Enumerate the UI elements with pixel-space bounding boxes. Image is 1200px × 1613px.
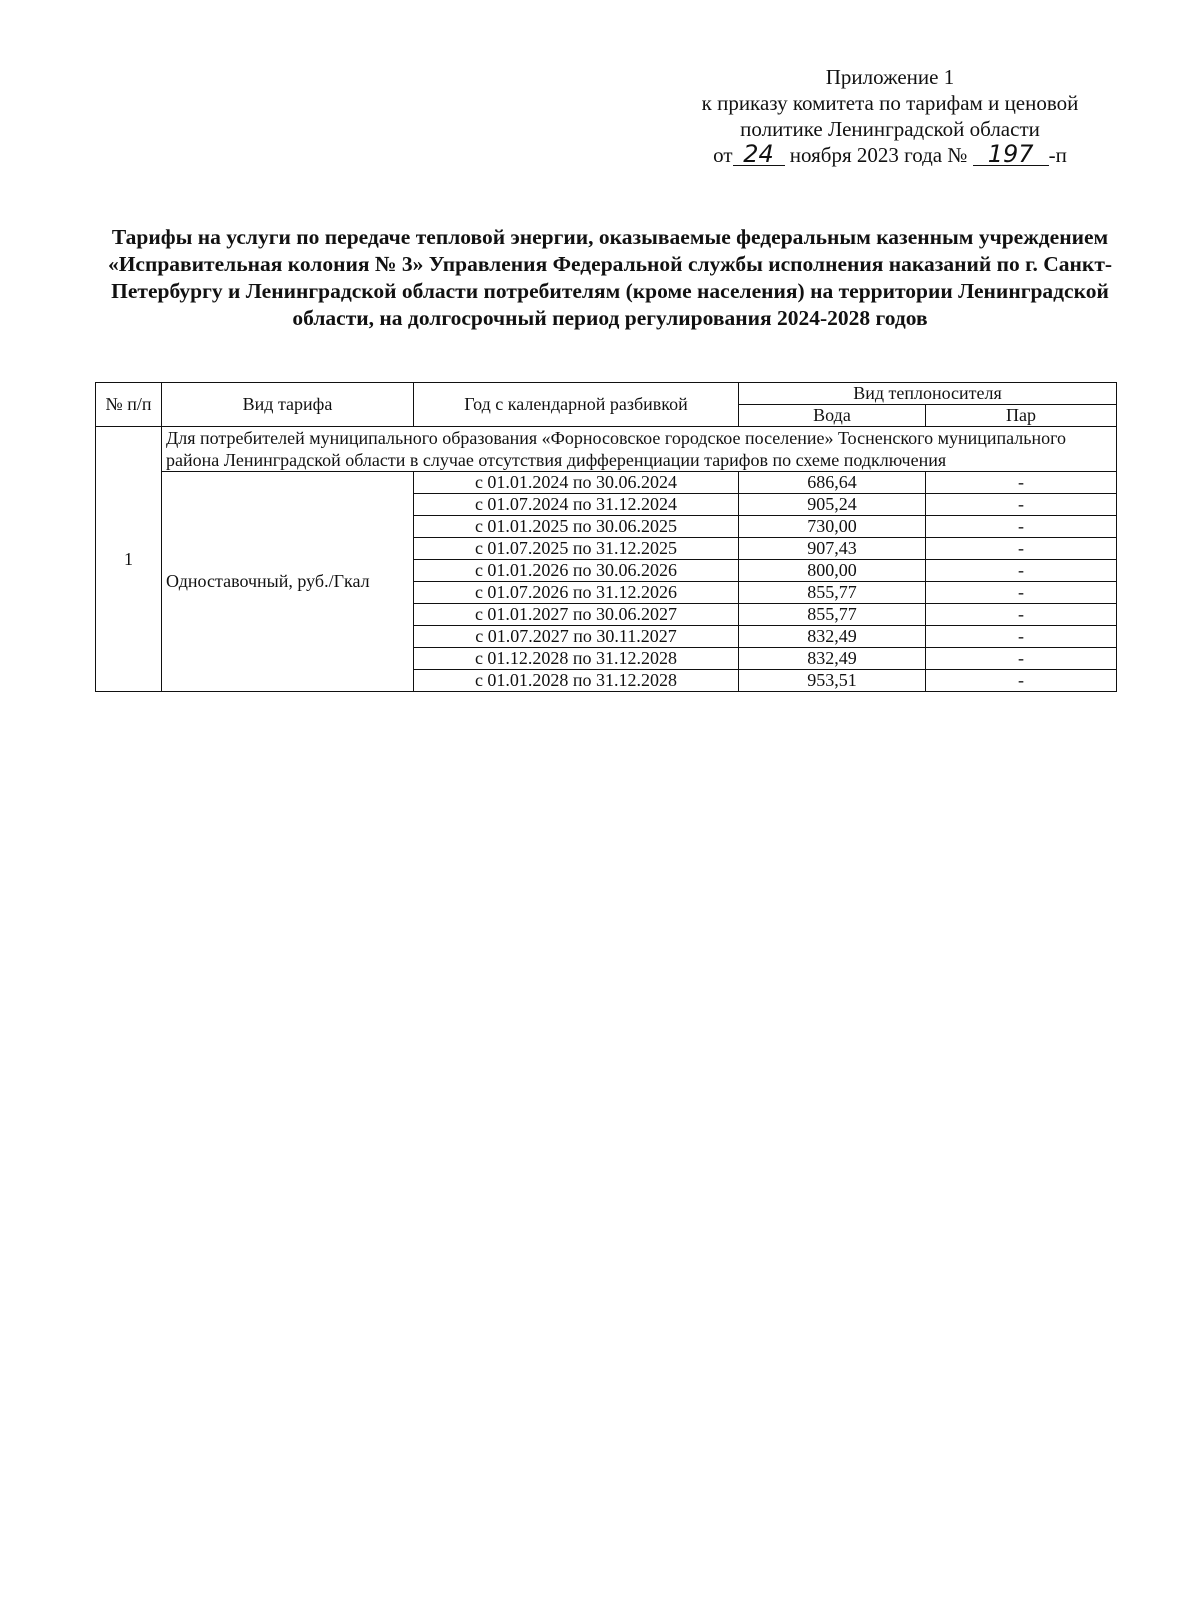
steam-tariff-cell: - <box>926 626 1117 648</box>
steam-tariff-cell: - <box>926 560 1117 582</box>
water-tariff-cell: 907,43 <box>739 538 926 560</box>
appendix-header <box>660 64 1120 168</box>
water-tariff-cell: 800,00 <box>739 560 926 582</box>
steam-tariff-cell: - <box>926 582 1117 604</box>
header-kind: Вид тарифа <box>162 383 414 427</box>
document-title: Тарифы на услуги по передаче тепловой энергии, оказываемые федеральным казенным учреждением «Исправительная колония № 3» Управления Федеральной службы исполнения наказаний по г. Санкт-Петербургу и Ленинградской области потребителям (кроме населения) на территории Ленинградской области, на долгосрочный период регулирования 2024-2028 годов <box>107 225 1113 330</box>
period-cell: с 01.07.2026 по 31.12.2026 <box>414 582 739 604</box>
handwritten-order-number: 197 <box>973 143 1049 166</box>
period-cell: с 01.01.2027 по 30.06.2027 <box>414 604 739 626</box>
water-tariff-cell: 855,77 <box>739 582 926 604</box>
handwritten-day: 24 <box>733 143 785 166</box>
header-carrier: Вид теплоносителя <box>739 383 1117 405</box>
steam-tariff-cell: - <box>926 670 1117 692</box>
appendix-committee: политике Ленинградской области <box>740 117 1040 141</box>
appendix-label: Приложение 1 <box>825 65 955 89</box>
water-tariff-cell: 730,00 <box>739 516 926 538</box>
appendix-date-line <box>660 142 1120 168</box>
header-period: Год с календарной разбивкой <box>414 383 739 427</box>
header-row <box>96 383 1117 405</box>
steam-tariff-cell: - <box>926 516 1117 538</box>
water-tariff-cell: 905,24 <box>739 494 926 516</box>
period-cell: с 01.01.2024 по 30.06.2024 <box>414 472 739 494</box>
water-tariff-cell: 686,64 <box>739 472 926 494</box>
header-steam: Пар <box>926 405 1117 427</box>
period-cell: с 01.01.2025 по 30.06.2025 <box>414 516 739 538</box>
water-tariff-cell: 855,77 <box>739 604 926 626</box>
group-row <box>96 427 1117 472</box>
water-tariff-cell: 832,49 <box>739 648 926 670</box>
period-cell: с 01.07.2025 по 31.12.2025 <box>414 538 739 560</box>
group-number: 1 <box>96 427 162 692</box>
order-suffix: -п <box>1048 143 1067 167</box>
header-water: Вода <box>739 405 926 427</box>
steam-tariff-cell: - <box>926 648 1117 670</box>
tariff-kind: Одноставочный, руб./Гкал <box>162 472 414 692</box>
steam-tariff-cell: - <box>926 604 1117 626</box>
tariff-table <box>95 382 1117 692</box>
period-cell: с 01.01.2026 по 30.06.2026 <box>414 560 739 582</box>
date-middle: ноября 2023 года № <box>789 143 968 167</box>
steam-tariff-cell: - <box>926 494 1117 516</box>
steam-tariff-cell: - <box>926 538 1117 560</box>
date-prefix: от <box>713 143 733 167</box>
period-cell: с 01.12.2028 по 31.12.2028 <box>414 648 739 670</box>
appendix-order-ref: к приказу комитета по тарифам и ценовой <box>701 91 1079 115</box>
period-cell: с 01.07.2027 по 30.11.2027 <box>414 626 739 648</box>
water-tariff-cell: 953,51 <box>739 670 926 692</box>
period-cell: с 01.01.2028 по 31.12.2028 <box>414 670 739 692</box>
header-num: № п/п <box>96 383 162 427</box>
water-tariff-cell: 832,49 <box>739 626 926 648</box>
steam-tariff-cell: - <box>926 472 1117 494</box>
table-row <box>96 472 1117 494</box>
period-cell: с 01.07.2024 по 31.12.2024 <box>414 494 739 516</box>
group-description: Для потребителей муниципального образования «Форносовское городское поселение» Тосненского муниципального района Ленинградской области в случае отсутствия дифференциации тарифов по схеме подключения <box>162 427 1117 472</box>
